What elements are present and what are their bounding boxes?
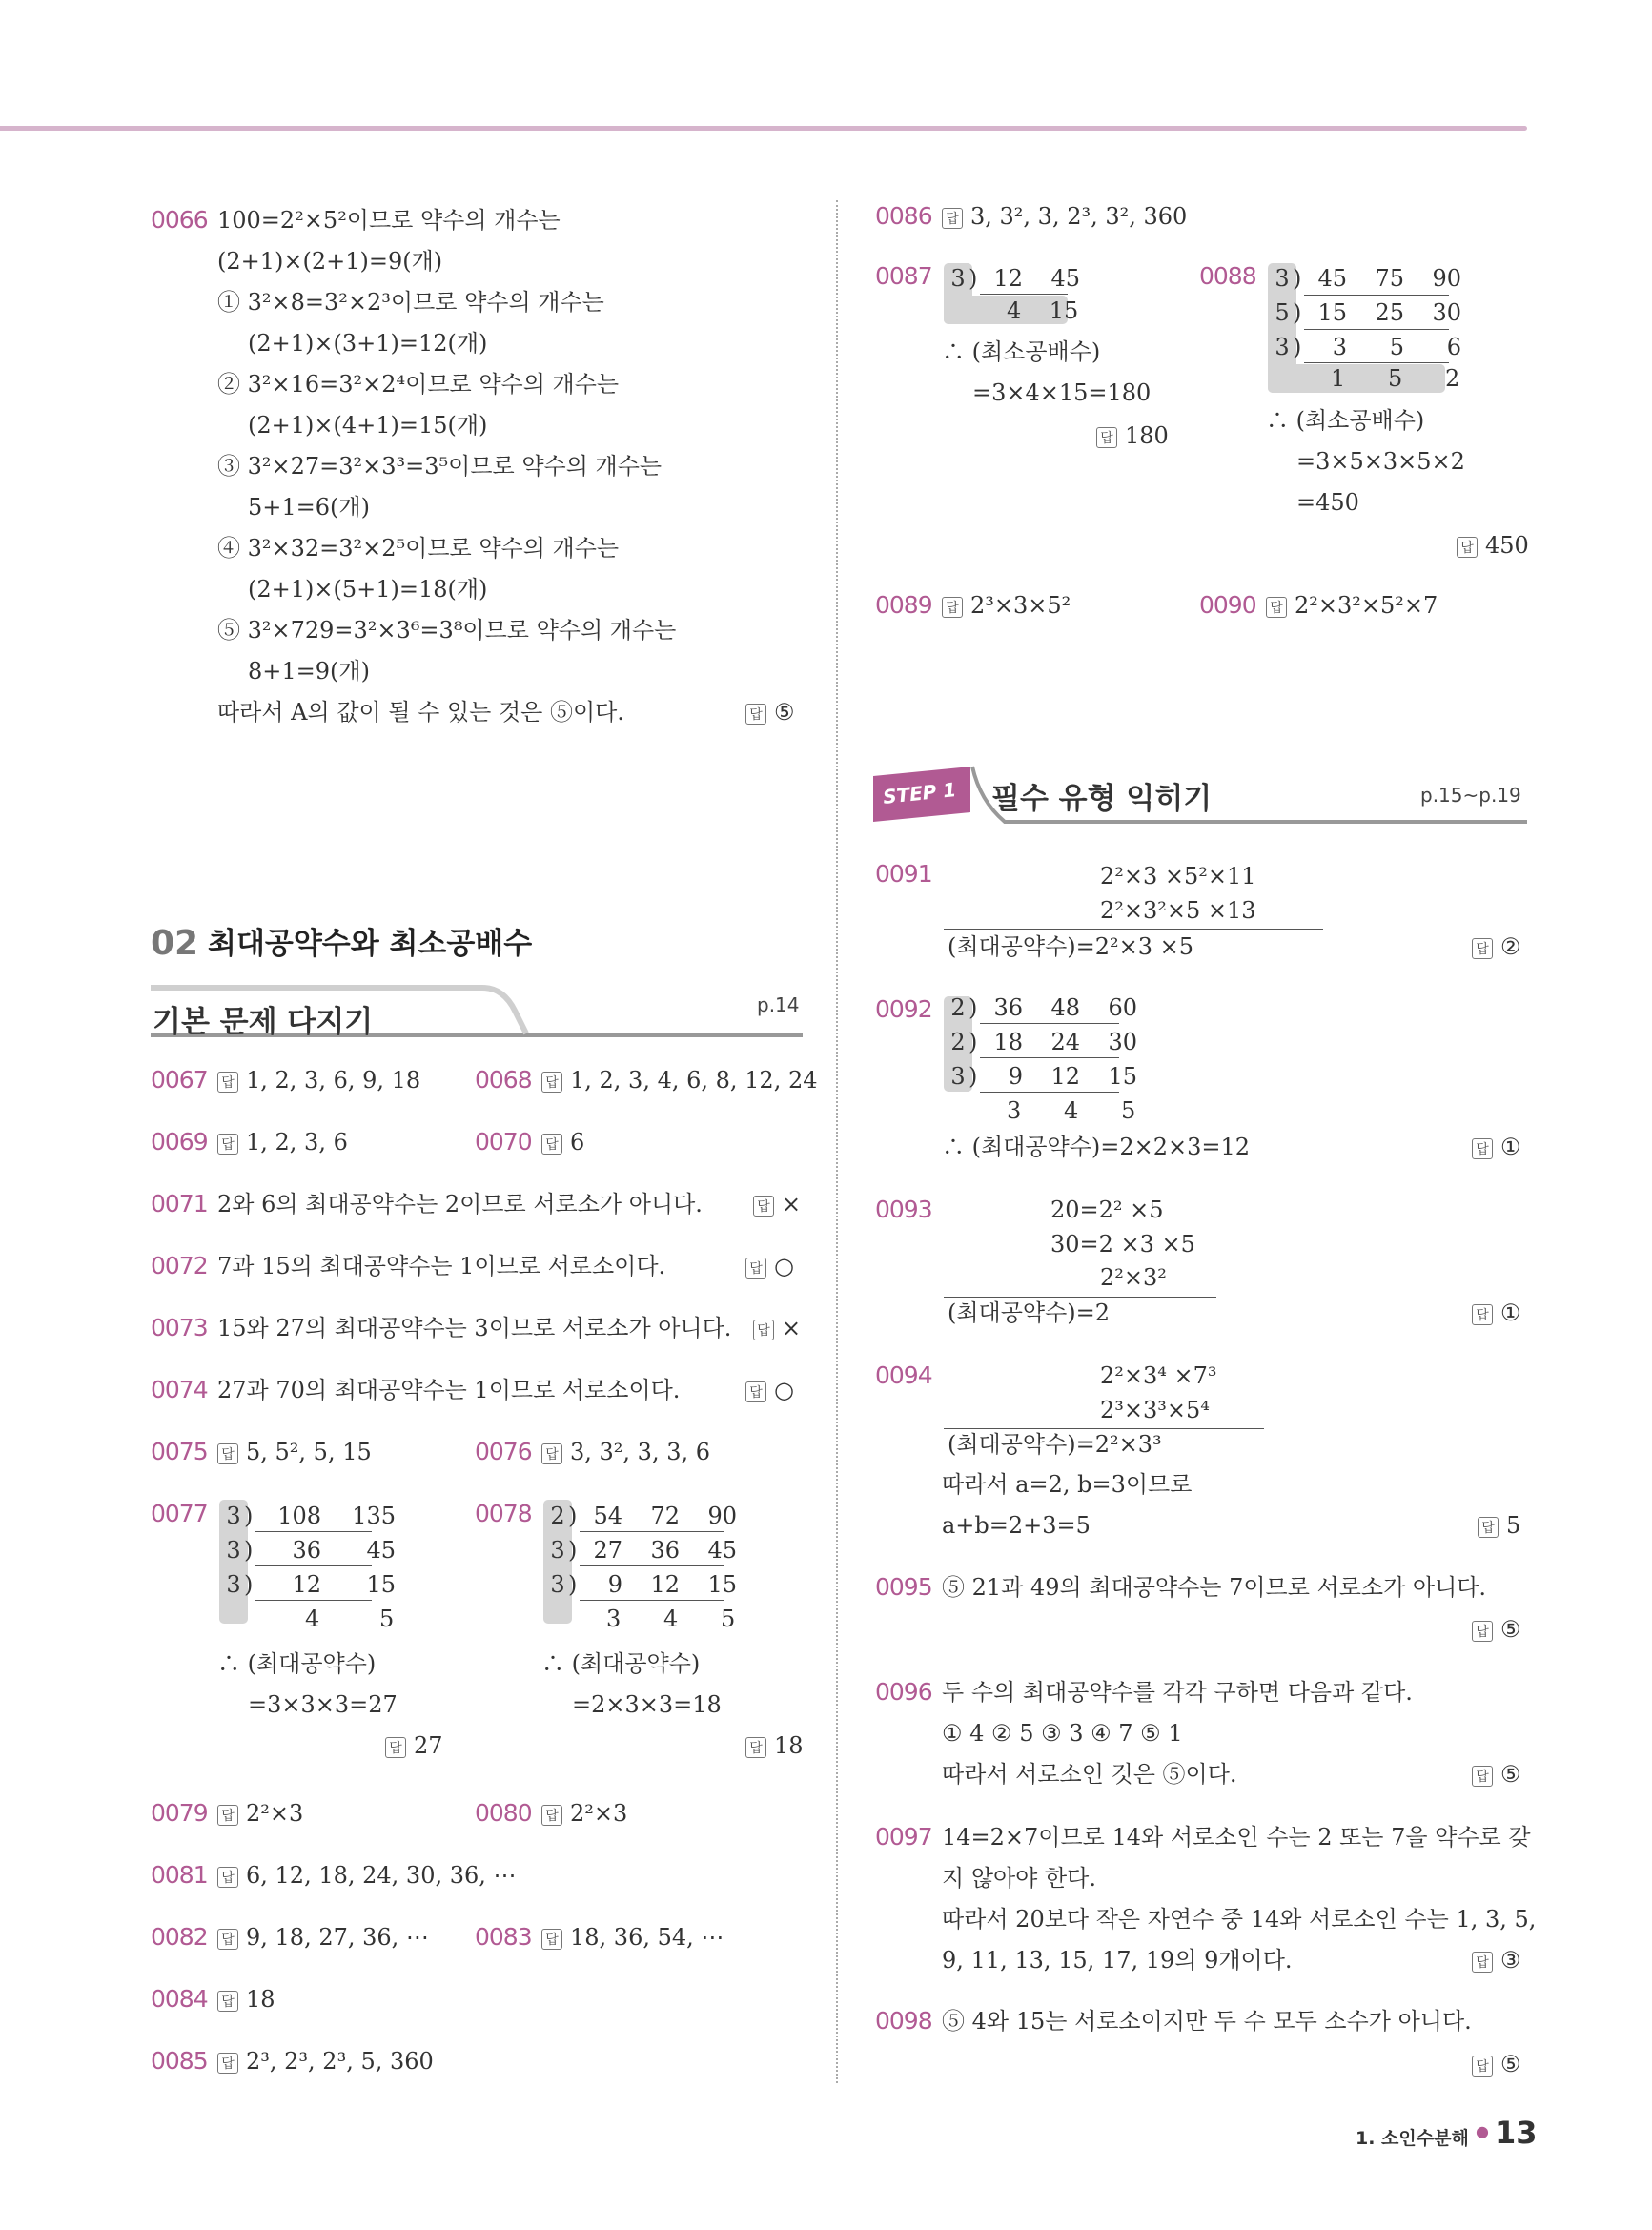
solution-line: ⑤ 3²×729=3²×3⁶=3⁸이므로 약수의 개수는 — [217, 617, 677, 644]
solution-line: 두 수의 최대공약수를 각각 구하면 다음과 같다. — [942, 1679, 1413, 1706]
problem-number: 0098 — [875, 2007, 932, 2035]
division-line — [1304, 295, 1449, 296]
section-title: 최대공약수와 최소공배수 — [208, 927, 533, 961]
division-line — [980, 1092, 1119, 1093]
problem-number: 0083 — [475, 1923, 532, 1951]
answer: 답 6 — [541, 1128, 584, 1156]
problem-number: 0090 — [1199, 591, 1256, 619]
solution-line: 따라서 20보다 작은 자연수 중 14와 서로소인 수는 1, 3, 5, — [942, 1906, 1537, 1933]
answer: 답 180 — [1096, 421, 1169, 450]
problem-number: 0088 — [1199, 262, 1256, 290]
answer: 답 27 — [385, 1731, 443, 1760]
solution-line: =3×3×3=27 — [248, 1691, 398, 1718]
division-row: 5 ) 15 25 30 — [1275, 299, 1461, 326]
answer: 답 ○ — [745, 1376, 794, 1404]
answer-mark-icon: 답 — [1472, 1138, 1493, 1159]
answer-mark-icon: 답 — [1478, 1517, 1499, 1538]
solution-line: (2+1)×(3+1)=12(개) — [248, 330, 488, 357]
solution-line: ∴ (최소공배수) — [1266, 407, 1425, 434]
division-row: 3 ) 45 75 90 — [1275, 265, 1461, 292]
basic-problems-heading: 기본 문제 다지기 — [153, 1005, 374, 1039]
division-row: 2 ) 36 48 60 — [950, 994, 1137, 1021]
problem-number: 0087 — [875, 262, 932, 290]
division-row: 2 ) 54 72 90 — [550, 1503, 737, 1529]
answer: 답 3, 3², 3, 3, 6 — [541, 1438, 710, 1466]
solution-line: 30=2 ×3 ×5 — [1050, 1231, 1195, 1258]
answer-mark-icon: 답 — [1096, 427, 1117, 448]
problem-number: 0069 — [151, 1128, 208, 1156]
division-row: 3 ) 12 45 — [950, 265, 1080, 292]
solution-line: ⑤ 21과 49의 최대공약수는 7이므로 서로소가 아니다. — [942, 1574, 1487, 1601]
answer-mark-icon: 답 — [217, 1134, 238, 1155]
division-row: 3 4 5 — [605, 1606, 736, 1632]
solution-line: ① 3²×8=3²×2³이므로 약수의 개수는 — [217, 289, 604, 316]
division-row: 4 15 — [1006, 297, 1079, 324]
answer-mark-icon: 답 — [1472, 1766, 1493, 1787]
solution-line: 따라서 a=2, b=3이므로 — [942, 1471, 1193, 1498]
division-row: 3 ) 9 12 15 — [550, 1571, 737, 1598]
division-row: 3 ) 12 15 — [226, 1571, 396, 1598]
problem-number: 0067 — [151, 1066, 208, 1094]
solution-line: (최대공약수)=2²×3 ×5 — [948, 933, 1194, 960]
top-divider-bar — [0, 126, 1527, 131]
solution-line: 2²×3² — [1100, 1264, 1167, 1291]
division-row: 3 ) 36 45 — [226, 1537, 396, 1564]
step-badge: STEP 1 — [881, 778, 958, 808]
page-number: 13 — [1495, 2115, 1538, 2151]
gcd-line — [944, 1297, 1216, 1298]
answer: 답 ⑤ — [745, 698, 795, 726]
solution-line: =2×3×3=18 — [572, 1691, 722, 1718]
problem-number: 0097 — [875, 1823, 932, 1851]
answer-mark-icon: 답 — [942, 597, 963, 618]
solution-line: ∴ (최소공배수) — [942, 338, 1101, 365]
answer: 답 18, 36, 54, ⋯ — [541, 1923, 724, 1952]
answer: 답 ① — [1472, 1299, 1521, 1327]
solution-line: ① 4 ② 5 ③ 3 ④ 7 ⑤ 1 — [942, 1720, 1183, 1747]
division-row: 3 ) 9 12 15 — [950, 1063, 1137, 1090]
problem-number: 0086 — [875, 202, 932, 230]
answer-mark-icon: 답 — [217, 2053, 238, 2074]
division-row: 4 5 — [304, 1606, 395, 1632]
problem-number: 0089 — [875, 591, 932, 619]
solution-line: 5+1=6(개) — [248, 494, 370, 521]
problem-number: 0066 — [151, 206, 208, 234]
division-row: 3 4 5 — [1006, 1097, 1136, 1124]
answer: 답 ⑤ — [1472, 2050, 1521, 2078]
answer-mark-icon: 답 — [541, 1929, 562, 1950]
answer-mark-icon: 답 — [745, 704, 766, 725]
answer: 답 1, 2, 3, 6 — [217, 1128, 348, 1156]
answer-mark-icon: 답 — [1472, 1304, 1493, 1325]
division-line — [580, 1531, 724, 1532]
problem-number: 0073 — [151, 1314, 208, 1341]
solution-line: =450 — [1296, 489, 1359, 516]
answer-mark-icon: 답 — [385, 1737, 406, 1758]
division-line — [580, 1600, 724, 1601]
solution-line: 따라서 A의 값이 될 수 있는 것은 ⑤이다. — [217, 699, 624, 726]
problem-number: 0091 — [875, 860, 932, 888]
answer-mark-icon: 답 — [1472, 938, 1493, 959]
answer: 답 3, 3², 3, 2³, 3², 360 — [942, 202, 1187, 231]
solution-line: 9, 11, 13, 15, 17, 19의 9개이다. — [942, 1947, 1293, 1974]
answer: 답 2²×3²×5²×7 — [1266, 591, 1438, 620]
section-number: 02 — [151, 924, 199, 963]
division-line — [980, 1057, 1119, 1058]
solution-line: (2+1)×(5+1)=18(개) — [248, 576, 488, 603]
answer: 답 9, 18, 27, 36, ⋯ — [217, 1923, 429, 1952]
division-row: 2 ) 18 24 30 — [950, 1029, 1137, 1055]
answer-mark-icon: 답 — [217, 1072, 238, 1093]
problem-number: 0095 — [875, 1573, 932, 1601]
solution-line: (2+1)×(4+1)=15(개) — [248, 412, 488, 439]
answer-mark-icon: 답 — [217, 1805, 238, 1826]
gcd-line — [944, 929, 1323, 930]
problem-number: 0080 — [475, 1799, 532, 1827]
answer-mark-icon: 답 — [541, 1805, 562, 1826]
solution-line: 8+1=9(개) — [248, 658, 370, 685]
solution-line: 27과 70의 최대공약수는 1이므로 서로소이다. — [217, 1377, 681, 1403]
answer: 답 2²×3 — [217, 1799, 303, 1828]
solution-line: 100=2²×5²이므로 약수의 개수는 — [217, 207, 561, 234]
division-line — [980, 294, 1068, 295]
answer-mark-icon: 답 — [745, 1258, 766, 1279]
problem-number: 0082 — [151, 1923, 208, 1951]
answer-mark-icon: 답 — [1457, 537, 1478, 558]
solution-line: =3×5×3×5×2 — [1296, 448, 1465, 475]
division-line — [1304, 329, 1449, 330]
division-row: 3 ) 3 5 6 — [1275, 334, 1461, 360]
page-reference: p.14 — [757, 993, 800, 1016]
solution-line: 7과 15의 최대공약수는 1이므로 서로소이다. — [217, 1253, 666, 1279]
answer: 답 6, 12, 18, 24, 30, 36, ⋯ — [217, 1861, 517, 1890]
solution-line: 지 않아야 한다. — [942, 1865, 1096, 1892]
answer: 답 2³, 2³, 2³, 5, 360 — [217, 2047, 434, 2076]
answer: 답 1, 2, 3, 4, 6, 8, 12, 24 — [541, 1066, 818, 1095]
division-line — [255, 1531, 372, 1532]
answer-mark-icon: 답 — [753, 1196, 774, 1217]
answer: 답 ③ — [1472, 1946, 1521, 1974]
solution-line: (최대공약수)=2 — [948, 1299, 1111, 1326]
answer: 답 18 — [745, 1731, 804, 1760]
answer-mark-icon: 답 — [942, 208, 963, 229]
chapter-label: 1. 소인수분해 — [1356, 2128, 1469, 2149]
answer-mark-icon: 답 — [217, 1443, 238, 1464]
solution-line: ④ 3²×32=3²×2⁵이므로 약수의 개수는 — [217, 535, 620, 562]
answer-mark-icon: 답 — [753, 1320, 774, 1340]
problem-number: 0076 — [475, 1438, 532, 1465]
division-row: 3 ) 108 135 — [226, 1503, 396, 1529]
problem-number: 0072 — [151, 1252, 208, 1279]
problem-number: 0085 — [151, 2047, 208, 2075]
page-reference: p.15~p.19 — [1420, 784, 1521, 807]
solution-line: ② 3²×16=3²×2⁴이므로 약수의 개수는 — [217, 371, 620, 398]
problem-number: 0094 — [875, 1361, 932, 1389]
step-heading: 필수 유형 익히기 — [991, 782, 1213, 816]
answer: 답 450 — [1457, 531, 1529, 560]
solution-line: 2²×3 ×5²×11 — [1100, 863, 1256, 890]
column-separator — [836, 200, 838, 2083]
solution-line: 2³×3³×5⁴ — [1100, 1397, 1210, 1423]
solution-line: ∴ (최대공약수) — [217, 1650, 377, 1677]
problem-number: 0068 — [475, 1066, 532, 1094]
answer: 답 18 — [217, 1985, 275, 2014]
solution-line: 14=2×7이므로 14와 서로소인 수는 2 또는 7을 약수로 갖 — [942, 1824, 1531, 1851]
answer-mark-icon: 답 — [217, 1929, 238, 1950]
solution-line: ∴ (최대공약수)=2×2×3=12 — [942, 1134, 1251, 1160]
solution-line: 2²×3²×5 ×13 — [1100, 897, 1256, 924]
answer-mark-icon: 답 — [745, 1737, 766, 1758]
solution-line: ③ 3²×27=3²×3³=3⁵이므로 약수의 개수는 — [217, 453, 663, 480]
problem-number: 0081 — [151, 1861, 208, 1889]
problem-number: 0074 — [151, 1376, 208, 1403]
problem-number: 0092 — [875, 995, 932, 1023]
problem-number: 0093 — [875, 1196, 932, 1223]
answer: 답 ② — [1472, 932, 1521, 961]
problem-number: 0096 — [875, 1678, 932, 1706]
solution-line: ∴ (최대공약수) — [541, 1650, 701, 1677]
division-line — [255, 1600, 372, 1601]
answer: 답 1, 2, 3, 6, 9, 18 — [217, 1066, 420, 1095]
problem-number: 0070 — [475, 1128, 532, 1156]
answer-mark-icon: 답 — [745, 1381, 766, 1402]
solution-line: 2²×3⁴ ×7³ — [1100, 1362, 1217, 1389]
bullet-icon: ● — [1476, 2122, 1489, 2140]
problem-number: 0071 — [151, 1190, 208, 1217]
answer: 답 5, 5², 5, 15 — [217, 1438, 372, 1466]
answer: 답 2²×3 — [541, 1799, 627, 1828]
answer-mark-icon: 답 — [541, 1134, 562, 1155]
answer: 답 × — [753, 1190, 801, 1218]
problem-number: 0084 — [151, 1985, 208, 2013]
solution-line: 15와 27의 최대공약수는 3이므로 서로소가 아니다. — [217, 1315, 732, 1341]
answer-mark-icon: 답 — [541, 1443, 562, 1464]
solution-line: ⑤ 4와 15는 서로소이지만 두 수 모두 소수가 아니다. — [942, 2008, 1472, 2035]
answer: 답 ① — [1472, 1133, 1521, 1161]
answer-mark-icon: 답 — [1472, 1621, 1493, 1642]
answer-mark-icon: 답 — [541, 1072, 562, 1093]
problem-number: 0075 — [151, 1438, 208, 1465]
problem-number: 0077 — [151, 1500, 208, 1527]
answer-mark-icon: 답 — [1266, 597, 1287, 618]
division-line — [580, 1565, 724, 1566]
answer-mark-icon: 답 — [1472, 1952, 1493, 1973]
division-line — [980, 1023, 1119, 1024]
solution-line: (2+1)×(2+1)=9(개) — [217, 248, 443, 275]
answer-mark-icon: 답 — [217, 1991, 238, 2012]
answer: 답 2³×3×5² — [942, 591, 1071, 620]
problem-number: 0079 — [151, 1799, 208, 1827]
answer: 답 5 — [1478, 1511, 1520, 1540]
solution-line: (최대공약수)=2²×3³ — [948, 1431, 1162, 1458]
solution-line: a+b=2+3=5 — [942, 1512, 1091, 1539]
problem-number: 0078 — [475, 1500, 532, 1527]
answer: 답 ○ — [745, 1252, 794, 1280]
division-row: 1 5 2 — [1330, 365, 1460, 392]
division-row: 3 ) 27 36 45 — [550, 1537, 737, 1564]
answer: 답 ⑤ — [1472, 1760, 1521, 1789]
solution-line: 20=2² ×5 — [1050, 1197, 1164, 1223]
answer: 답 ⑤ — [1472, 1615, 1521, 1644]
division-line — [255, 1565, 372, 1566]
answer: 답 × — [753, 1314, 801, 1342]
answer-mark-icon: 답 — [217, 1867, 238, 1888]
solution-line: =3×4×15=180 — [972, 379, 1152, 406]
solution-line: 2와 6의 최대공약수는 2이므로 서로소가 아니다. — [217, 1191, 703, 1217]
answer-mark-icon: 답 — [1472, 2056, 1493, 2077]
solution-line: 따라서 서로소인 것은 ⑤이다. — [942, 1761, 1237, 1788]
division-line — [1304, 362, 1449, 363]
gcd-line — [944, 1428, 1264, 1429]
